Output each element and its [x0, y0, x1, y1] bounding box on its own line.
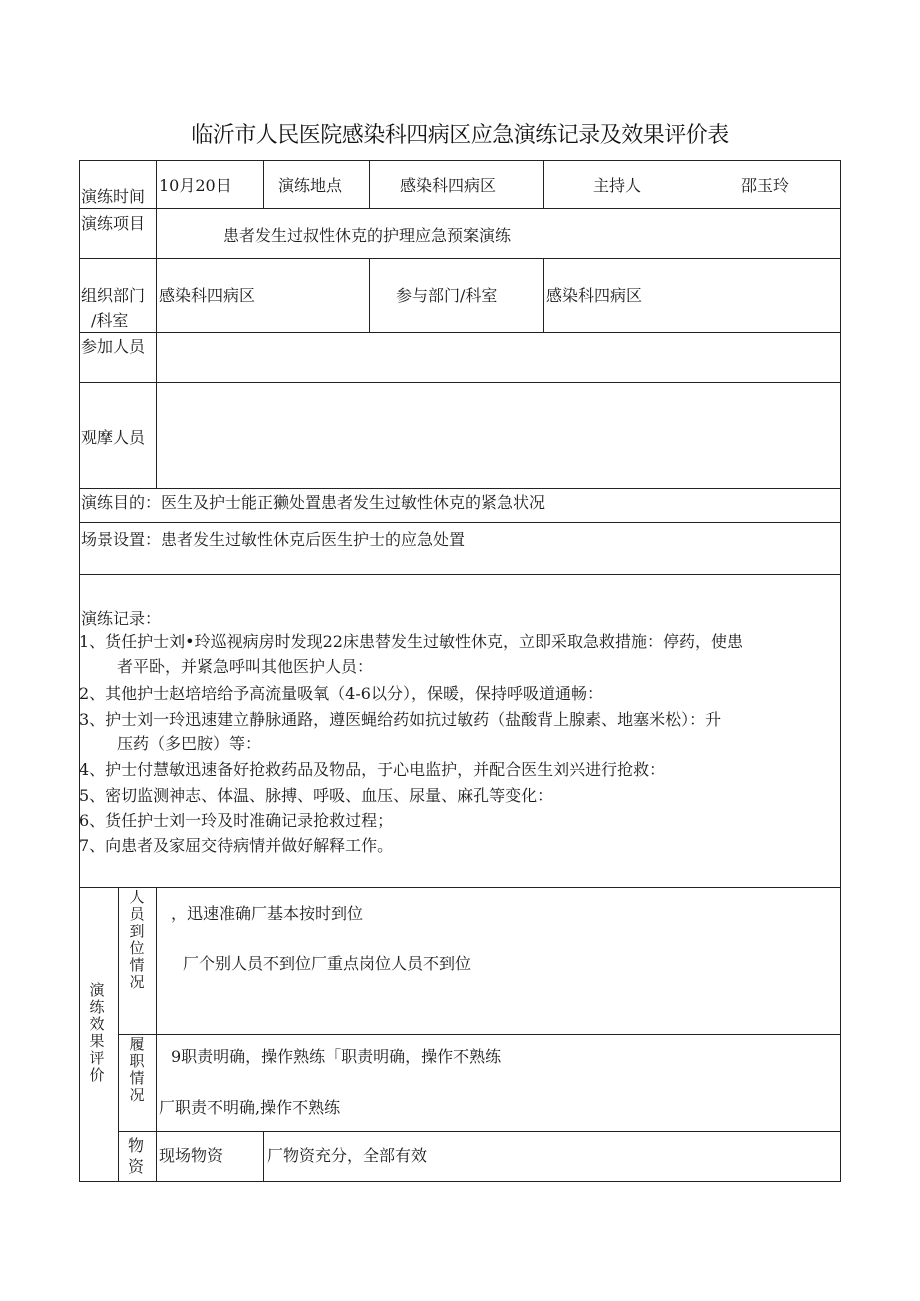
material-label: 物资 — [127, 1136, 144, 1176]
row-divider — [118, 1034, 841, 1035]
table-border-top — [79, 160, 841, 161]
duty-option-line2: 厂职责不明确,操作不熟练 — [159, 1098, 341, 1117]
col-divider — [118, 887, 119, 1182]
drill-time-value: 10月20日 — [159, 176, 232, 195]
record-line: 4、护士付慧敏迅速备好抢救药品及物品，于心电监护，并配合医生刘兴进行抢救： — [79, 760, 666, 779]
duty-option-line1: 9职责明确，操作熟练「职责明确，操作不熟练 — [171, 1047, 502, 1066]
participating-dept-label: 参与部门/科室 — [396, 286, 498, 305]
material-option: 厂物资充分，全部有效 — [267, 1146, 428, 1165]
drill-location-value: 感染科四病区 — [400, 176, 497, 195]
row-divider — [79, 258, 841, 259]
table-border-bottom — [79, 1181, 841, 1182]
record-line: 压药（多巴胺）等： — [117, 734, 262, 753]
table-border-left — [79, 160, 80, 1182]
participating-dept-value: 感染科四病区 — [546, 286, 643, 305]
page-title: 临沂市人民医院感染科四病区应急演练记录及效果评价表 — [191, 123, 729, 148]
col-divider — [369, 160, 370, 208]
host-label: 主持人 — [593, 176, 642, 195]
col-divider — [369, 258, 370, 332]
record-line: 7、向患者及家屈交待病情并做好解释工作。 — [79, 836, 394, 855]
participants-label: 参加人员 — [81, 337, 146, 356]
row-divider — [79, 382, 841, 383]
record-line: 6、货任护士刘一玲及时准确记录抢救过程； — [79, 811, 394, 830]
personnel-option-line2: 厂个别人员不到位厂重点岗位人员不到位 — [183, 954, 472, 973]
row-divider — [79, 208, 841, 209]
record-line: 5、密切监测神志、体温、脉搏、呼吸、血压、尿量、麻孔等变化： — [79, 786, 554, 805]
org-dept-label-line1: 组织部门 — [81, 286, 146, 305]
drill-project-label: 演练项目 — [81, 214, 146, 233]
record-line: 者平卧，并紧急呼叫其他医护人员： — [117, 657, 374, 676]
drill-time-label: 演练时间 — [81, 187, 146, 206]
drill-record-table — [79, 160, 841, 1182]
col-divider — [263, 160, 264, 208]
org-dept-label-line2: /科室 — [91, 311, 129, 330]
drill-location-label: 演练地点 — [278, 176, 343, 195]
row-divider — [118, 1131, 841, 1132]
col-divider — [156, 887, 157, 1182]
scene-setup: 场景设置：患者发生过敏性休克后医生护士的应急处置 — [81, 530, 466, 549]
drill-project-value: 患者发生过叔性休克的护理应急预案演练 — [223, 226, 512, 245]
duty-label: 履职情况 — [129, 1035, 145, 1104]
evaluation-label: 演练效果评价 — [89, 981, 105, 1084]
personnel-option-line1: ，迅速准确厂基本按时到位 — [171, 904, 364, 923]
drill-record-heading: 演练记录： — [81, 609, 162, 628]
observers-label: 观摩人员 — [81, 428, 146, 447]
row-divider — [79, 574, 841, 575]
row-divider — [79, 887, 841, 888]
onsite-material-label: 现场物资 — [159, 1146, 224, 1165]
row-divider — [79, 488, 841, 489]
org-dept-value: 感染科四病区 — [159, 286, 256, 305]
table-border-right — [840, 160, 841, 1182]
host-value: 邵玉玲 — [741, 176, 790, 195]
col-divider — [543, 258, 544, 332]
record-line: 2、其他护士赵培培给予高流量吸氧（4-6以分），保暖，保持呼吸道通畅： — [79, 684, 603, 703]
col-divider — [543, 160, 544, 208]
row-divider — [79, 522, 841, 523]
record-line: 3、护士刘一玲迅速建立静脉通路，遵医蝇给药如抗过敏药（盐酸背上腺素、地塞米松）：升 — [79, 710, 722, 729]
col-divider — [263, 1131, 264, 1182]
col-divider — [156, 160, 157, 488]
personnel-label: 人员到位情况 — [129, 888, 145, 991]
row-divider — [79, 332, 841, 333]
drill-purpose: 演练目的：医生及护士能正獭处置患者发生过敏性休克的紧急状况 — [81, 493, 546, 512]
record-line: 1、货任护士刘•玲巡视病房时发现22床患替发生过敏性休克，立即采取急救措施：停药，使患 — [79, 632, 743, 651]
